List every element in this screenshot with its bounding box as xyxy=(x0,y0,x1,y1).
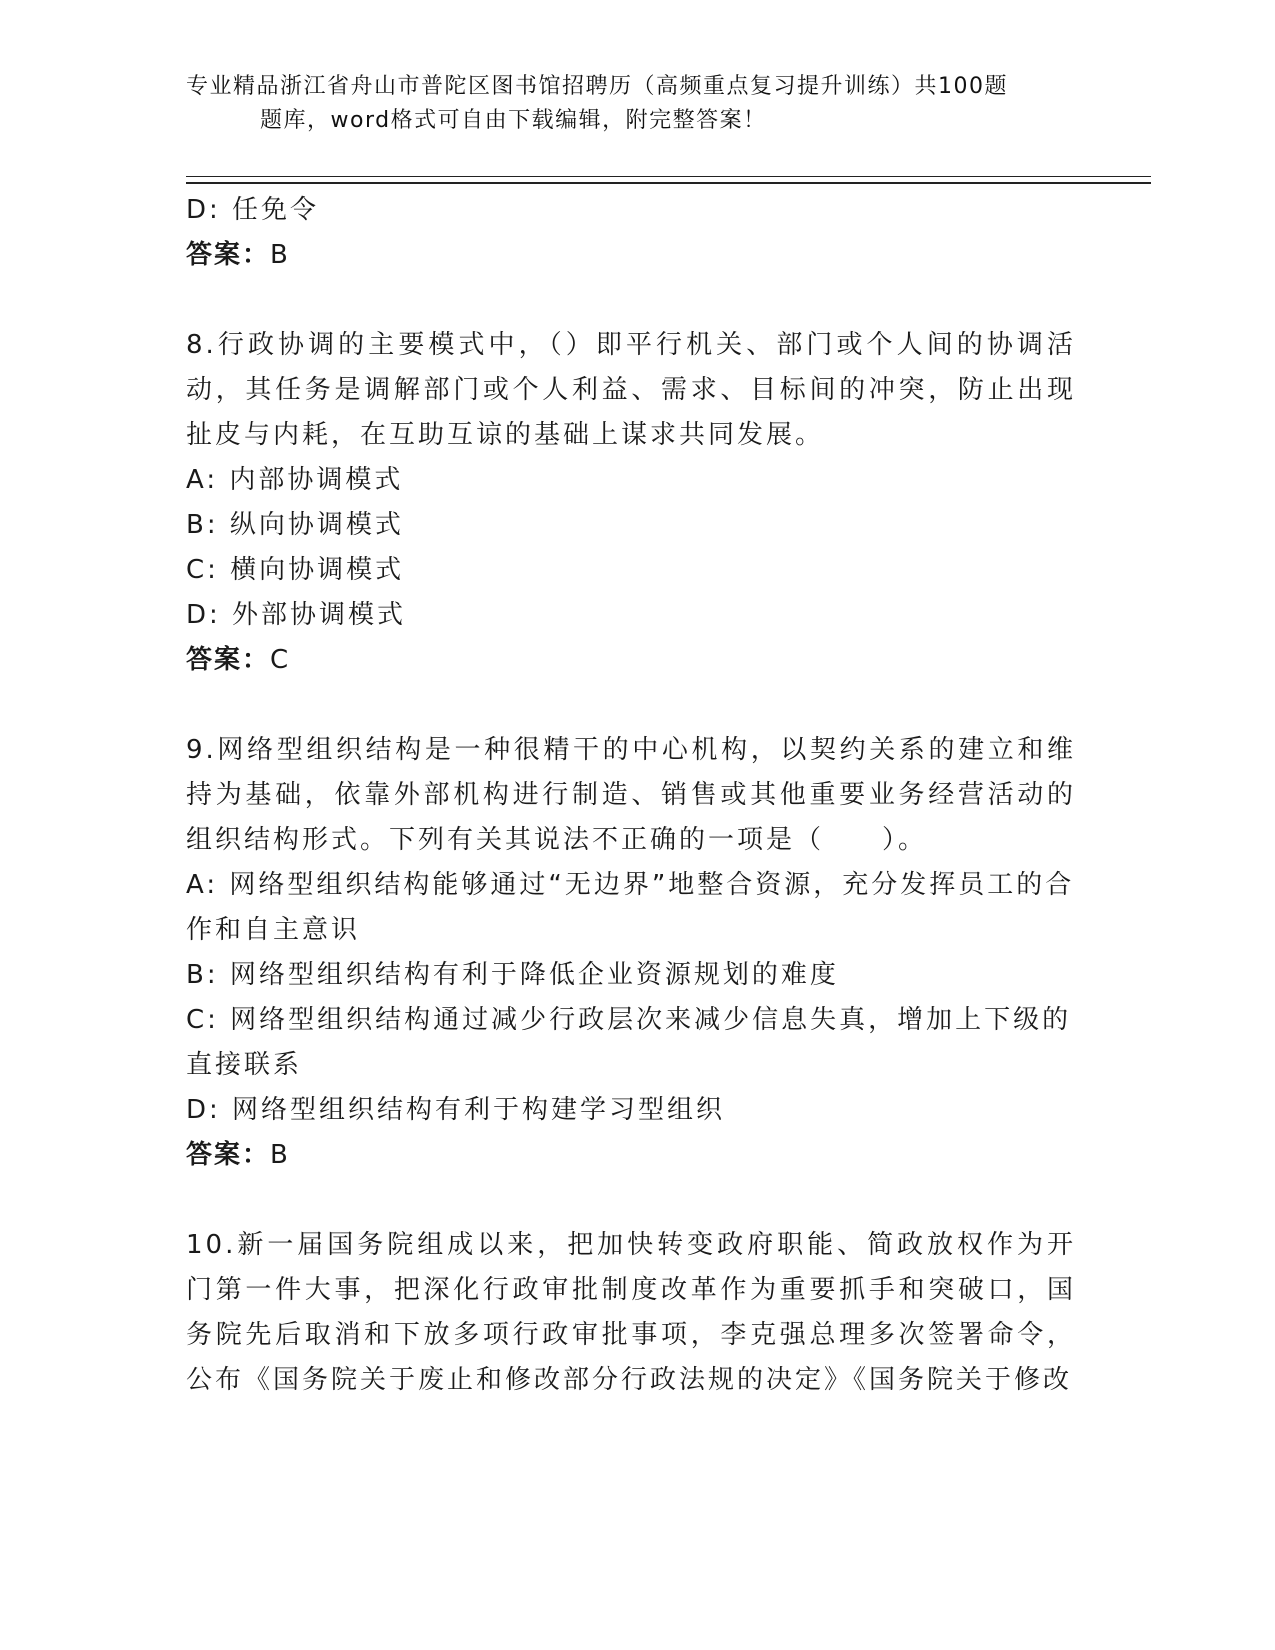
header-divider xyxy=(186,176,1151,184)
option-c: C: 横向协调模式 xyxy=(186,555,405,585)
answer-value: B xyxy=(270,1140,290,1170)
answer-label: 答案： xyxy=(186,240,271,270)
spacer xyxy=(186,683,1076,728)
answer xyxy=(186,1133,1076,1178)
header-line-1: 专业精品浙江省舟山市普陀区图书馆招聘历（高频重点复习提升训练）共100题 xyxy=(186,74,1008,99)
option-a: A: 内部协调模式 xyxy=(186,465,404,495)
answer xyxy=(186,233,1076,278)
question-text: 10.新一届国务院组成以来，把加快转变政府职能、简政放权作为开门第一件大事，把深化行政审批制度改革作为重要抓手和突破口，国务院先后取消和下放多项行政审批事项，李克强总理多次签署命令，公布《国务院关于废止和修改部分行政法规的决定》《国务院关于修改 xyxy=(186,1230,1076,1395)
answer-value: C xyxy=(270,645,291,675)
answer xyxy=(186,638,1076,683)
question-text: 9.网络型组织结构是一种很精干的中心机构，以契约关系的建立和维持为基础，依靠外部机构进行制造、销售或其他重要业务经营活动的组织结构形式。下列有关其说法不正确的一项是（ ）。 xyxy=(186,735,1076,855)
option-b: B: 纵向协调模式 xyxy=(186,510,404,540)
option-d: D: 任免令 xyxy=(186,195,320,225)
answer-label: 答案： xyxy=(186,1140,271,1170)
answer-value: B xyxy=(270,240,290,270)
option-d: D: 网络型组织结构有利于构建学习型组织 xyxy=(186,1095,726,1125)
answer-label: 答案： xyxy=(186,645,271,675)
spacer xyxy=(186,278,1076,323)
option-c: C: 网络型组织结构通过减少行政层次来减少信息失真，增加上下级的直接联系 xyxy=(186,1005,1072,1080)
option-a: A: 网络型组织结构能够通过“无边界”地整合资源，充分发挥员工的合作和自主意识 xyxy=(186,870,1075,945)
spacer xyxy=(186,1178,1076,1223)
document-body xyxy=(186,188,1076,1403)
question-text: 8.行政协调的主要模式中，（）即平行机关、部门或个人间的协调活动，其任务是调解部门或个人利益、需求、目标间的冲突，防止出现扯皮与内耗，在互助互谅的基础上谋求共同发展。 xyxy=(186,330,1076,450)
option-b: B: 网络型组织结构有利于降低企业资源规划的难度 xyxy=(186,960,839,990)
header-line-2: 题库，word格式可自由下载编辑，附完整答案！ xyxy=(260,108,767,133)
page-header xyxy=(186,70,1086,138)
option-d: D: 外部协调模式 xyxy=(186,600,407,630)
